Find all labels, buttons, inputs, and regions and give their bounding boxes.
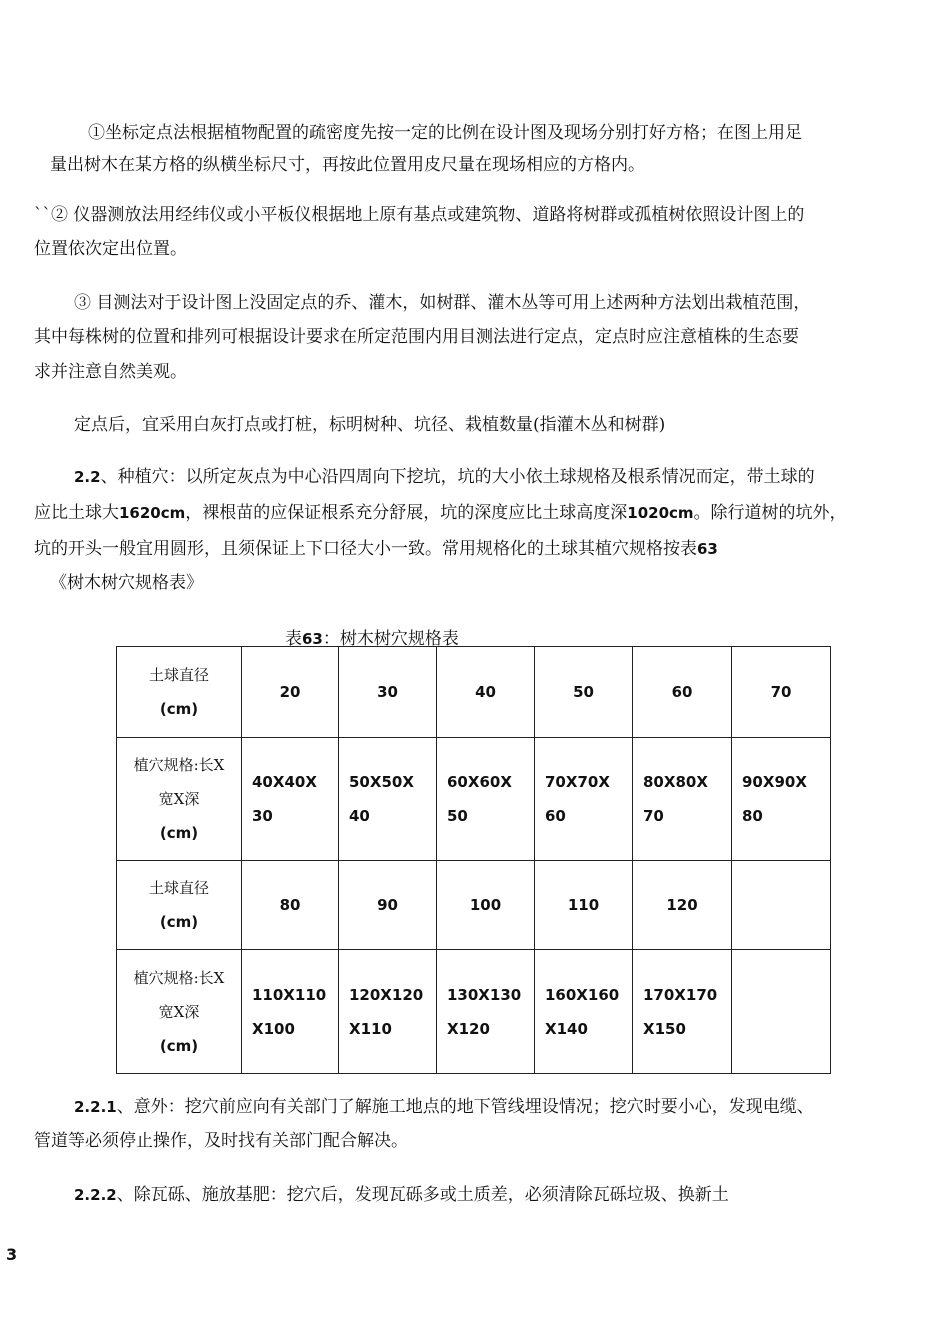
- table-cell: 100: [437, 861, 535, 950]
- tree-pit-spec-table: [116, 646, 831, 1074]
- section-number: 2.2.1: [74, 1098, 117, 1116]
- table-cell: 60: [633, 647, 732, 738]
- table-cell: 110: [535, 861, 633, 950]
- paragraph-instrument-method-line1: ``② 仪器测放法用经纬仪或小平板仪根据地上原有基点或建筑物、道路将树群或孤植树依照设计图上的: [34, 205, 805, 225]
- table-cell: [732, 861, 831, 950]
- table-cell: [732, 950, 831, 1074]
- table-cell: 30: [339, 647, 437, 738]
- table-cell: 120: [633, 861, 732, 950]
- table-cell: 130X130 X120: [437, 950, 535, 1074]
- table-cell: 80X80X 70: [633, 738, 732, 861]
- table-cell: 40: [437, 647, 535, 738]
- table-cell: 80: [242, 861, 339, 950]
- section-number: 2.2: [74, 468, 101, 486]
- table-row: [117, 861, 831, 950]
- table-cell: 120X120 X110: [339, 950, 437, 1074]
- section-2-2-line1: 2.2、种植穴：以所定灰点为中心沿四周向下挖坑，坑的大小依土球规格及根系情况而定，带土球的: [74, 467, 815, 487]
- paragraph-visual-method-line3: 求并注意自然美观。: [34, 362, 187, 382]
- section-2-2-line3: 坑的开头一般宜用圆形，且须保证上下口径大小一致。常用规格化的土球其植穴规格按表63: [34, 539, 718, 559]
- table-cell: 170X170 X150: [633, 950, 732, 1074]
- table-cell: 40X40X 30: [242, 738, 339, 861]
- table-caption: 表63：树木树穴规格表: [285, 629, 459, 649]
- section-2-2-1-line2: 管道等必须停止操作，及时找有关部门配合解决。: [34, 1131, 408, 1151]
- paragraph-instrument-method-line2: 位置依次定出位置。: [34, 239, 187, 259]
- table-cell: 20: [242, 647, 339, 738]
- table-cell: 70: [732, 647, 831, 738]
- table-cell: 50X50X 40: [339, 738, 437, 861]
- paragraph-coordinate-method-line2: 量出树木在某方格的纵横坐标尺寸，再按此位置用皮尺量在现场相应的方格内。: [50, 155, 645, 175]
- paragraph-after-positioning: 定点后，宜采用白灰打点或打桩，标明树种、坑径、栽植数量(指灌木丛和树群): [74, 415, 666, 435]
- section-2-2-line2: 应比土球大1620cm，裸根苗的应保证根系充分舒展，坑的深度应比土球高度深1020cm。除行道树的坑外，: [34, 503, 847, 523]
- section-2-2-2-line1: 2.2.2、除瓦砾、施放基肥：挖穴后，发现瓦砾多或土质差，必须清除瓦砾垃圾、换新土: [74, 1185, 729, 1205]
- section-number: 2.2.2: [74, 1186, 117, 1204]
- table-row: [117, 950, 831, 1074]
- table-cell: 70X70X 60: [535, 738, 633, 861]
- page-number: 3: [6, 1245, 18, 1264]
- table-cell: 60X60X 50: [437, 738, 535, 861]
- paragraph-coordinate-method-line1: ①坐标定点法根据植物配置的疏密度先按一定的比例在设计图及现场分别打好方格；在图上用足: [88, 123, 802, 143]
- row-header-pit-size: 植穴规格:长X宽X深 (cm): [117, 950, 242, 1074]
- paragraph-visual-method-line1: ③ 目测法对于设计图上没固定点的乔、灌木，如树群、灌木丛等可用上述两种方法划出栽植范围，: [74, 293, 811, 313]
- section-2-2-line4: 《树木树穴规格表》: [50, 573, 203, 593]
- section-2-2-1-line1: 2.2.1、意外：挖穴前应向有关部门了解施工地点的地下管线埋设情况；挖穴时要小心，发现电缆、: [74, 1097, 814, 1117]
- row-header-ball-diameter: 土球直径 (cm): [117, 647, 242, 738]
- table-row: [117, 738, 831, 861]
- table-cell: 90X90X 80: [732, 738, 831, 861]
- table-cell: 110X110 X100: [242, 950, 339, 1074]
- table-row: [117, 647, 831, 738]
- paragraph-visual-method-line2: 其中每株树的位置和排列可根据设计要求在所定范围内用目测法进行定点，定点时应注意植株的生态要: [34, 327, 799, 347]
- table-cell: 90: [339, 861, 437, 950]
- row-header-ball-diameter: 土球直径 (cm): [117, 861, 242, 950]
- table-cell: 50: [535, 647, 633, 738]
- table-cell: 160X160 X140: [535, 950, 633, 1074]
- row-header-pit-size: 植穴规格:长X宽X深 (cm): [117, 738, 242, 861]
